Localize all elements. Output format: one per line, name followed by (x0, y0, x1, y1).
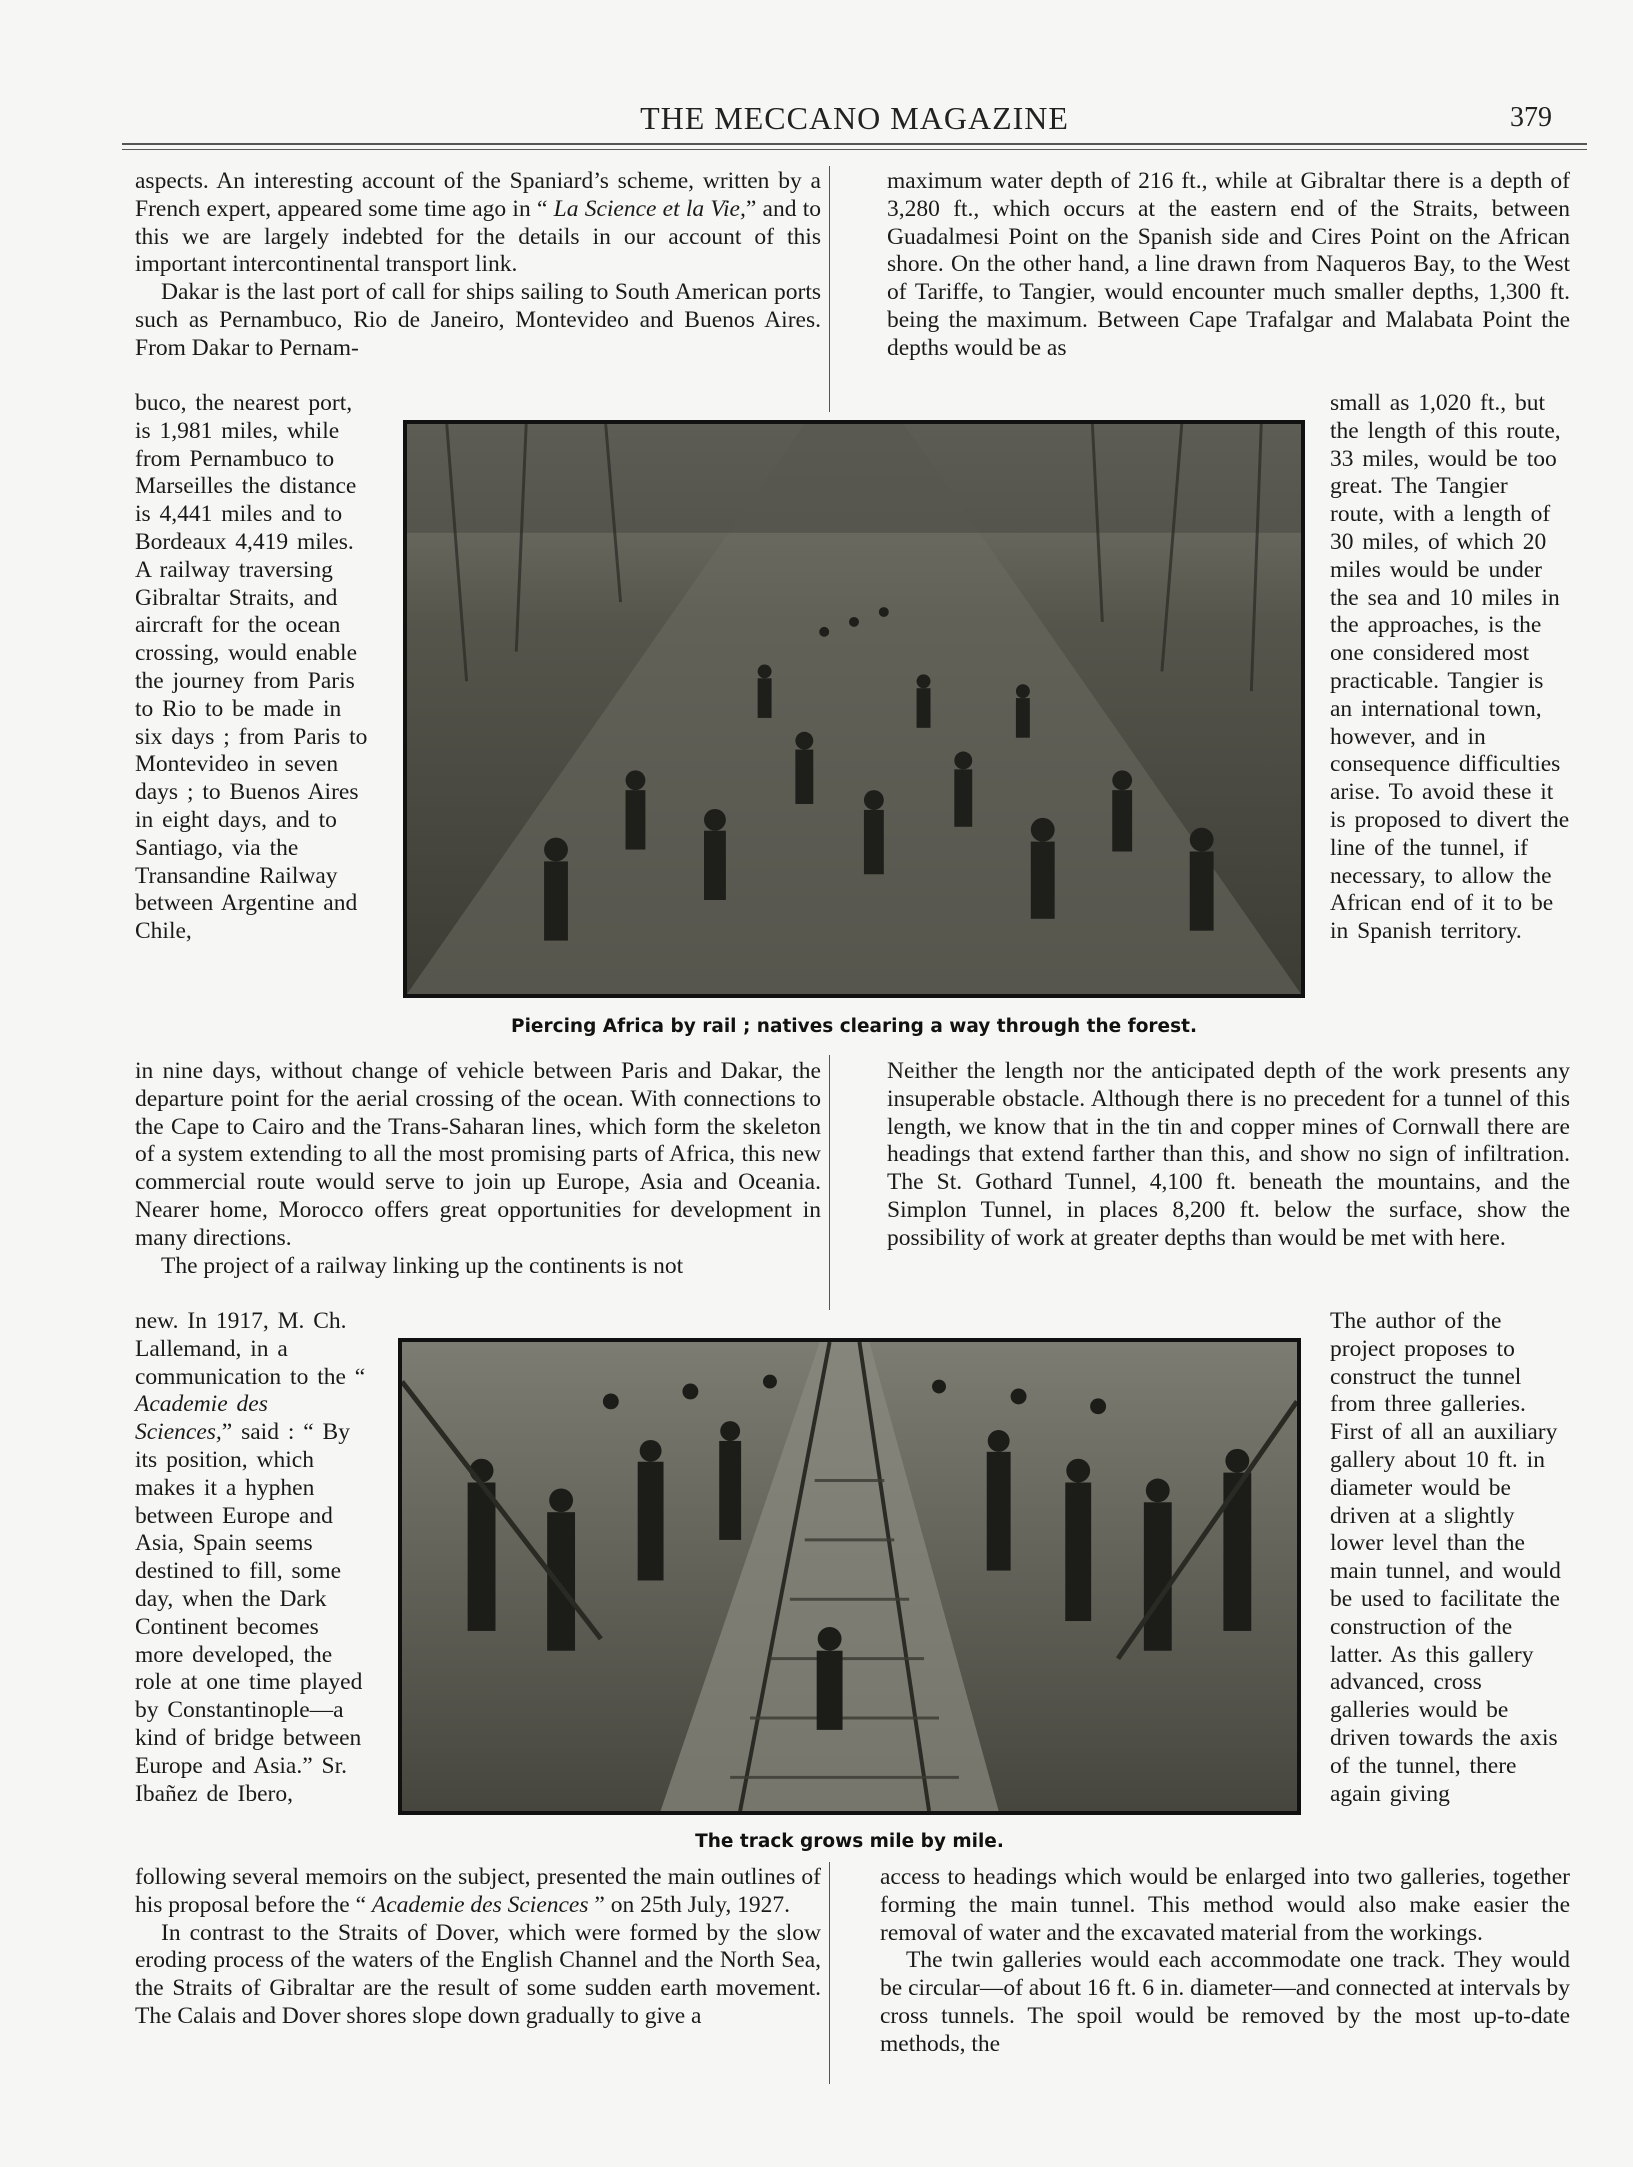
paragraph: small as 1,020 ft., but the length of this route, 33 miles, would be too great. The Tangier route, with a length of 30 miles, of which 20 miles would be under the sea and 10 miles in the approaches, is the one considered most practicable. Tangier is an international town, however, and in consequence difficulties arise. To avoid these it is proposed to divert the line of the tunnel, if necessary, to allow the African end of it to be in Spanish territory. (1330, 390, 1570, 945)
column-divider (829, 1862, 830, 2084)
paragraph: Dakar is the last port of call for ships sailing to South American ports such as Pernambuco, Rio de Janeiro, Montevideo and Buenos Aires. From Dakar to Pernam- (135, 279, 821, 361)
left-col-wrap-2 (135, 1308, 368, 1808)
paragraph: In contrast to the Straits of Dover, which were formed by the slow eroding process of the waters of the English Channel and the North Sea, the Straits of Gibraltar are the result of some sudden earth movement. The Calais and Dover shores slope down gradually to give a (135, 1919, 821, 2029)
right-col-block-3 (880, 1864, 1570, 2059)
paragraph: access to headings which would be enlarged into two galleries, together forming the main tunnel. This method would also make easier the removal of water and the excavated material from the workings. (880, 1864, 1570, 1946)
left-col-block-1 (135, 168, 821, 363)
magazine-title: THE MECCANO MAGAZINE (640, 100, 1069, 136)
paragraph: The author of the project proposes to construct the tunnel from three galleries. First of all an auxiliary gallery about 10 ft. in diameter would be driven at a slightly lower level than the main tunnel, and would be used to facilitate the construction of the latter. As this gallery advanced, cross galleries would be driven towards the axis of the tunnel, there again giving (1330, 1308, 1561, 1807)
right-col-wrap-1 (1330, 390, 1570, 946)
photo-track-laying (398, 1338, 1301, 1815)
header-rule-thin (122, 149, 1587, 150)
left-col-wrap-1 (135, 390, 373, 946)
right-col-block-1 (887, 168, 1570, 363)
figure-caption-1: Piercing Africa by rail ; natives clearing a way through the forest. (511, 1016, 1197, 1037)
header-rule (122, 143, 1587, 145)
right-col-wrap-2 (1330, 1308, 1570, 1808)
paragraph: The project of a railway linking up the continents is not (161, 1252, 684, 1279)
photo-forest-clearing (403, 420, 1305, 998)
right-col-block-2 (887, 1058, 1570, 1253)
column-divider (829, 1055, 830, 1310)
paragraph: maximum water depth of 216 ft., while at Gibraltar there is a depth of 3,280 ft., which occurs at the eastern end of the Straits, between Guadalmesi Point on the Spanish side and Cires Point on the African shore. On the other hand, a line drawn from Naqueros Bay, to the West of Tariffe, to Tangier, would encounter much smaller depths, 1,300 ft. being the maximum. Between Cape Trafalgar and Malabata Point the depths would be as (887, 168, 1570, 361)
figure-caption-2: The track grows mile by mile. (695, 1831, 1004, 1852)
left-col-block-2 (135, 1058, 821, 1280)
paragraph: new. In 1917, M. Ch. Lallemand, in a communication to the “ Academie des Sciences,” said : “ By its position, which makes it a hyphen between Europe and Asia, Spain seems destined to fill, some day, when the Dark Continent becomes more developed, the role at one time played by Constantinople—a kind of bridge between Europe and Asia.” Sr. Ibañez de Ibero, (135, 1308, 366, 1807)
paragraph: in nine days, without change of vehicle between Paris and Dakar, the departure point for the aerial crossing of the ocean. With connections to the Cape to Cairo and the Trans-Saharan lines, which form the skeleton of a system extending to all the most promising parts of Africa, this new commercial route would serve to join up Europe, Asia and Oceania. Nearer home, Morocco offers great opportunities for development in many directions. (135, 1058, 821, 1251)
page-header (122, 100, 1587, 140)
left-col-block-3 (135, 1864, 821, 2031)
paragraph: following several memoirs on the subject, presented the main outlines of his proposal before the “ Academie des Sciences ” on 25th July, 1927. (135, 1864, 821, 1918)
page-number: 379 (1510, 102, 1552, 133)
column-divider (829, 166, 830, 412)
paragraph: aspects. An interesting account of the Spaniard’s scheme, written by a French expert, appeared some time ago in “ La Science et la Vie,” and to this we are largely indebted for the details in our account of this important intercontinental transport link. (135, 168, 822, 278)
paragraph: buco, the nearest port, is 1,981 miles, while from Pernambuco to Marseilles the distance is 4,441 miles and to Bordeaux 4,419 miles. A railway traversing Gibraltar Straits, and aircraft for the ocean crossing, would enable the journey from Paris to Rio to be made in six days ; from Paris to Montevideo in seven days ; to Buenos Aires in eight days, and to Santiago, via the Transandine Railway between Argentine and Chile, (135, 390, 368, 945)
paragraph: The twin galleries would each accommodate one track. They would be circular—of about 16 ft. 6 in. diameter—and connected at intervals by cross tunnels. The spoil would be removed by the most up-to-date methods, the (880, 1947, 1570, 2057)
paragraph: Neither the length nor the anticipated depth of the work presents any insuperable obstacle. Although there is no precedent for a tunnel of this length, we know that in the tin and copper mines of Cornwall there are headings that extend farther than this, and show no sign of infiltration. The St. Gothard Tunnel, 4,100 ft. beneath the mountains, and the Simplon Tunnel, in places 8,200 ft. below the surface, show the possibility of work at greater depths than would be met with here. (887, 1058, 1570, 1251)
